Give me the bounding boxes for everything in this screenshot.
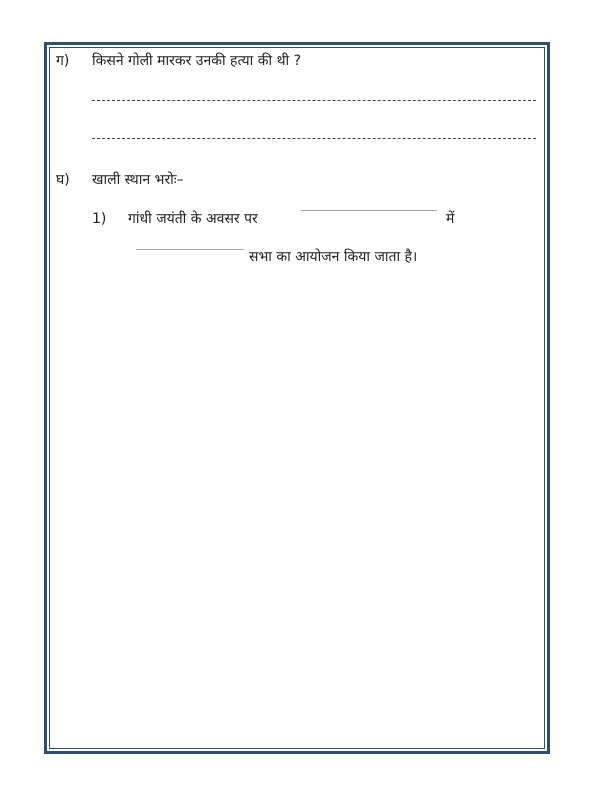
page-border-inner xyxy=(49,47,545,749)
question-g-marker: ग) xyxy=(56,53,70,69)
answer-line-2[interactable] xyxy=(92,138,536,139)
fill-blank-1-part3: सभा का आयोजन किया जाता है। xyxy=(249,249,418,265)
question-g-text: किसने गोली मारकर उनकी हत्या की थी ? xyxy=(92,53,302,69)
fill-blank-1-blank-1[interactable] xyxy=(301,210,437,211)
question-gh-text: खाली स्थान भरोः– xyxy=(92,172,184,188)
question-gh-marker: घ) xyxy=(56,172,70,188)
fill-blank-1-blank-2[interactable] xyxy=(136,249,244,250)
answer-line-1[interactable] xyxy=(92,100,536,101)
fill-blank-1-part2: में xyxy=(446,211,455,227)
fill-blank-1-part1: गांधी जयंती के अवसर पर xyxy=(128,211,258,227)
fill-blank-1-number: 1) xyxy=(92,211,107,227)
